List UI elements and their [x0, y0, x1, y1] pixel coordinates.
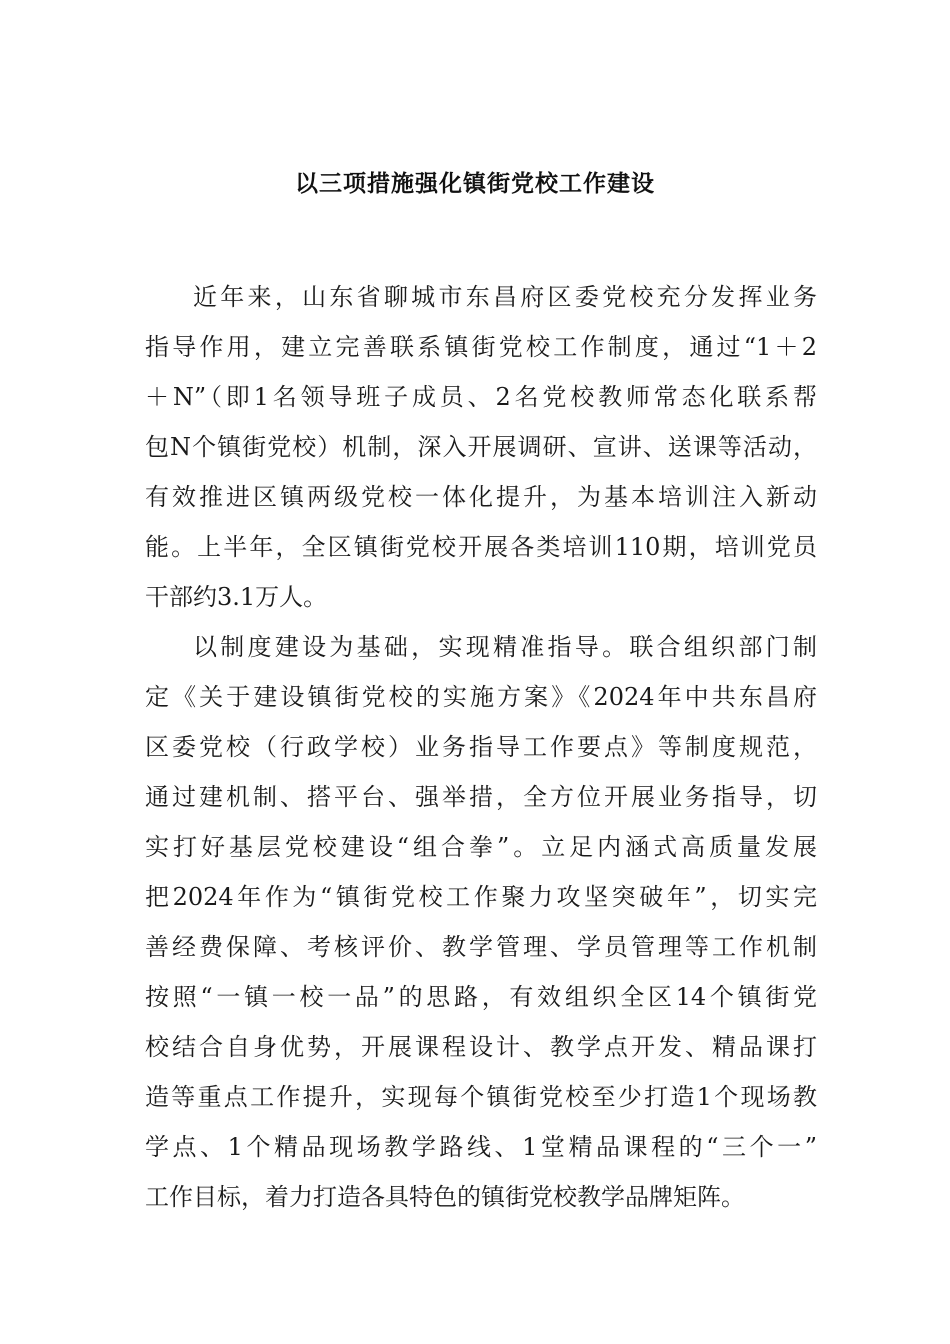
paragraph-line: 近年来，山东省聊城市东昌府区委党校充分发挥业务: [193, 283, 817, 311]
paragraph-line: 善经费保障、考核评价、教学管理、学员管理等工作机制: [145, 933, 817, 961]
paragraph-line: 按照“一镇一校一品”的思路，有效组织全区14个镇街党: [145, 983, 817, 1011]
paragraph-line: 通过建机制、搭平台、强举措，全方位开展业务指导，切: [145, 783, 817, 811]
paragraph-line: 区委党校（行政学校）业务指导工作要点》等制度规范，: [145, 733, 817, 761]
paragraph-line: 定《关于建设镇街党校的实施方案》《2024年中共东昌府: [145, 683, 817, 711]
paragraph-line: 实打好基层党校建设“组合拳”。立足内涵式高质量发展: [145, 833, 817, 861]
paragraph-line: 把2024年作为“镇街党校工作聚力攻坚突破年”，切实完: [145, 883, 817, 911]
paragraph-line: 工作目标，着力打造各具特色的镇街党校教学品牌矩阵。: [145, 1183, 745, 1211]
document-title: 以三项措施强化镇街党校工作建设: [295, 171, 655, 197]
paragraph-line: 包N个镇街党校）机制，深入开展调研、宣讲、送课等活动，: [145, 433, 817, 461]
paragraph-line: 指导作用，建立完善联系镇街党校工作制度，通过“1＋2: [145, 333, 817, 361]
paragraph-line: 造等重点工作提升，实现每个镇街党校至少打造1个现场教: [145, 1083, 817, 1111]
paragraph-line: 干部约3.1万人。: [145, 583, 328, 611]
paragraph-line: 能。上半年，全区镇街党校开展各类培训110期，培训党员: [145, 533, 817, 561]
paragraph-line: 有效推进区镇两级党校一体化提升，为基本培训注入新动: [145, 483, 817, 511]
paragraph-line: 以制度建设为基础，实现精准指导。联合组织部门制: [193, 633, 817, 661]
paragraph-line: 学点、1个精品现场教学路线、1堂精品课程的“三个一”: [145, 1133, 817, 1161]
paragraph-line: 校结合自身优势，开展课程设计、教学点开发、精品课打: [145, 1033, 817, 1061]
paragraph-line: ＋N”（即1名领导班子成员、2名党校教师常态化联系帮: [145, 383, 817, 411]
